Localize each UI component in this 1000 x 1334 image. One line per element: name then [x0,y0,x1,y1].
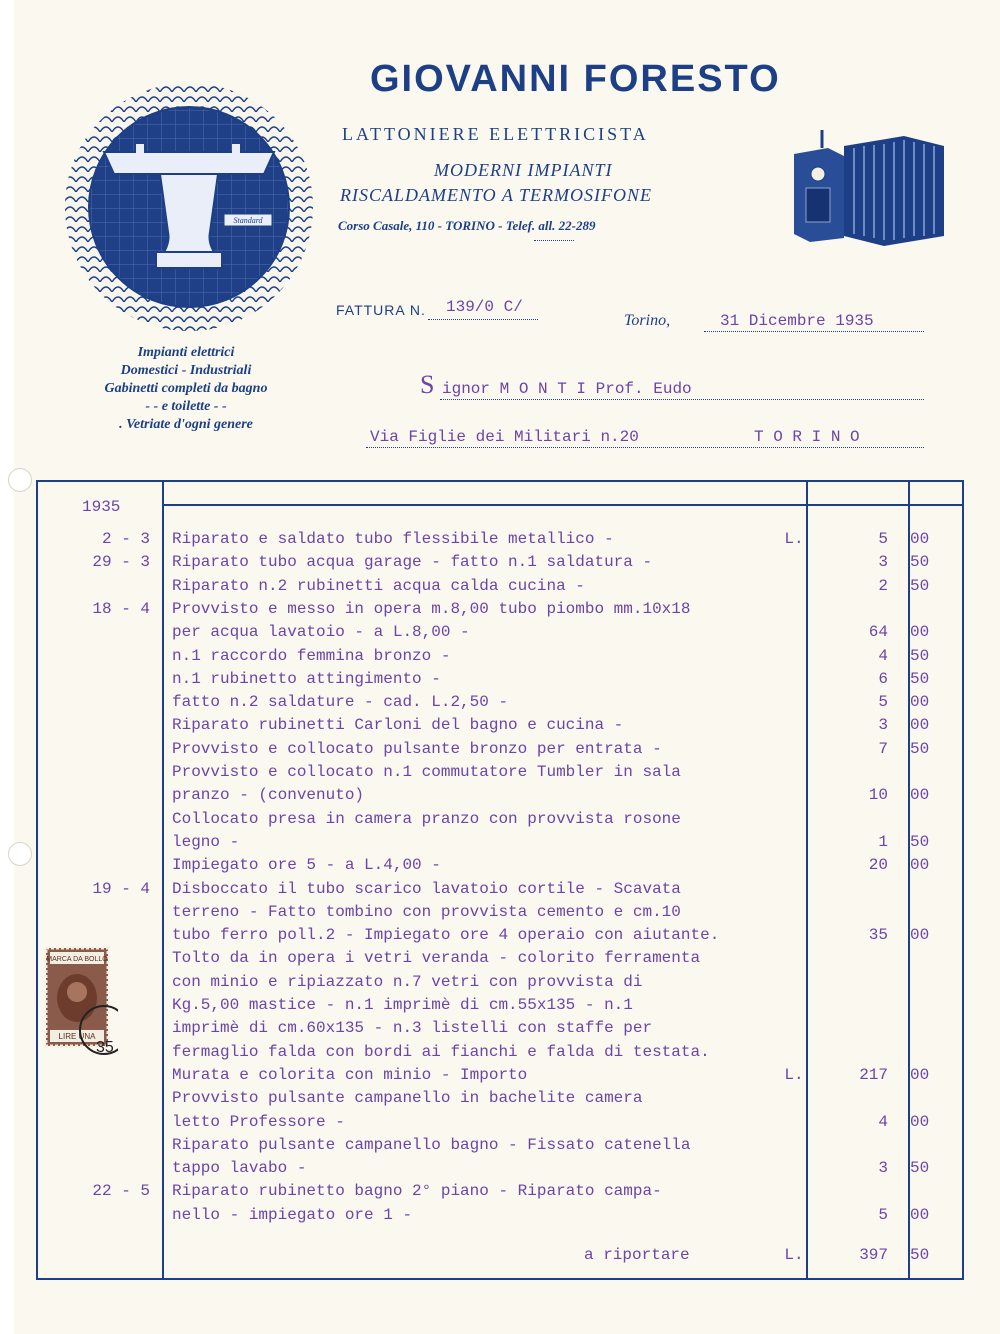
invoice-line [38,856,962,878]
line-cent: 00 [910,1205,930,1224]
invoice-number: 139/0 C/ [446,298,523,316]
header-rule [162,504,962,506]
line-description: Provvisto e collocato n.1 commutatore Tumbler in sala [172,763,681,781]
invoice-line [38,810,962,832]
invoice-line [38,973,962,995]
dotted-line [440,398,924,400]
line-description: n.1 rubinetto attingimento - [172,669,441,688]
line-cent: 00 [910,1065,930,1084]
line-description: Disboccato il tubo scarico lavatoio cortile - Scavata [172,879,681,898]
service-line: . Vetriate d'ogni genere [119,417,253,432]
line-cent: 00 [910,693,930,712]
company-name: GIOVANNI FORESTO [370,58,781,100]
line-currency: L. [784,1065,804,1084]
line-lire: 5 [878,1205,888,1224]
carry-lire: 397 [859,1246,888,1264]
line-description: per acqua lavatoio - a L.8,00 - [172,623,470,642]
line-cent: 50 [910,553,930,572]
dotted-line [366,446,924,448]
service-line: Impianti elettrici [137,345,235,360]
invoice-line [38,600,962,622]
service-line: Gabinetti completi da bagno [104,381,268,396]
line-description: imprimè di cm.60x135 - n.3 listelli con staffe per [172,1019,653,1038]
invoice-line [38,926,962,948]
line-description: Provvisto e collocato pulsante bronzo per entrata - [172,739,662,758]
company-trade: LATTONIERE ELETTRICISTA [342,124,649,144]
invoice-line [38,553,962,575]
line-cent: 50 [910,832,930,851]
line-description: Riparato e saldato tubo flessibile metallico - [172,530,614,548]
line-lire: 10 [868,786,888,805]
invoice-line [38,1206,962,1228]
logo-caption: Standard [233,216,263,225]
invoice-sheet [14,0,1000,1334]
line-description: tubo ferro poll.2 - Impiegato ore 4 operaio con aiutante. [172,926,720,945]
line-date: 22 - 5 [92,1182,150,1201]
salutation-initial: S [420,370,435,399]
invoice-line [38,833,962,855]
line-description: Riparato tubo acqua garage - fatto n.1 saldatura - [172,553,653,572]
washbasin-logo [64,82,314,332]
line-cent: 00 [910,716,930,735]
line-lire: 5 [878,693,888,712]
carry-cent: 50 [910,1246,930,1264]
line-description: pranzo - (convenuto) [172,786,365,805]
invoice-line [38,623,962,645]
company-address: Corso Casale, 110 - TORINO - Telef. all. 22-289 [338,218,596,233]
invoice-line [38,996,962,1018]
invoice-line [38,716,962,738]
line-date: 19 - 4 [92,879,150,898]
invoice-place: Torino, [624,312,671,329]
line-lire: 3 [878,1159,888,1178]
punch-hole [8,842,32,866]
line-cent: 00 [910,856,930,875]
recipient-name: ignor M O N T I Prof. Eudo [442,380,692,398]
line-cent: 50 [910,576,930,595]
line-cent: 50 [910,669,930,688]
line-description: Kg.5,00 mastice - n.1 imprimè di cm.55x135 - n.1 [172,996,633,1014]
currency: L. [784,1246,804,1264]
invoice-line [38,670,962,692]
line-lire: 2 [878,576,888,595]
line-description: terreno - Fatto tombino con provvista cemento e cm.10 [172,902,681,921]
invoice-line [38,530,962,552]
line-description: Provvisto e messo in opera m.8,00 tubo piombo mm.10x18 [172,599,691,618]
line-lire: 64 [868,623,888,642]
line-date: 29 - 3 [92,553,150,572]
line-lire: 1 [878,832,888,851]
line-date: 2 - 3 [101,530,150,548]
invoice-table [36,480,964,1280]
line-cent: 50 [910,1159,930,1178]
line-description: Riparato pulsante campanello bagno - Fissato catenella [172,1135,691,1154]
punch-hole [8,468,32,492]
line-description: n.1 raccordo femmina bronzo - [172,646,451,665]
service-line: - - e toilette - - [145,399,227,414]
line-description: Tolto da in opera i vetri veranda - colorito ferramenta [172,949,701,968]
line-lire: 7 [878,739,888,758]
line-description: Impiegato ore 5 - a L.4,00 - [172,856,441,875]
line-description: nello - impiegato ore 1 - [172,1205,413,1224]
boiler-radiator-illustration [784,126,954,246]
recipient-address: Via Figlie dei Militari n.20 [370,428,639,446]
invoice-line [38,693,962,715]
line-date: 18 - 4 [92,599,150,618]
dotted-line [704,330,924,332]
line-cent: 00 [910,786,930,805]
dotted-line [428,318,538,320]
line-description: Riparato n.2 rubinetti acqua calda cucina - [172,576,585,595]
invoice-line [38,740,962,762]
line-lire: 4 [878,646,888,665]
line-description: Murata e colorita con minio - Importo [172,1065,528,1084]
invoice-line [38,1019,962,1041]
line-description: Collocato presa in camera pranzo con provvista rosone [172,809,681,828]
line-lire: 5 [878,530,888,548]
invoice-number-label: FATTURA N. [336,302,426,318]
line-cent: 00 [910,623,930,642]
recipient-city: T O R I N O [754,428,860,446]
invoice-line [38,763,962,785]
line-lire: 6 [878,669,888,688]
line-lire: 35 [868,926,888,945]
invoice-date: 31 Dicembre 1935 [720,312,874,330]
line-cent: 50 [910,646,930,665]
invoice-line [38,1113,962,1135]
service-line: Domestici - Industriali [120,363,252,378]
invoice-line [38,647,962,669]
tagline-1: MODERNI IMPIANTI [434,160,613,180]
line-currency: L. [784,530,804,548]
invoice-line [38,1089,962,1111]
carry-forward-row [38,1246,962,1268]
line-description: con minio e ripiazzato n.7 vetri con provvista di [172,972,643,991]
line-lire: 3 [878,716,888,735]
revenue-stamp [44,946,118,1058]
invoice-line [38,949,962,971]
stamp-cancellation: 35 [96,1039,114,1056]
invoice-line [38,903,962,925]
line-lire: 4 [878,1112,888,1131]
invoice-line [38,1066,962,1088]
carry-forward-label: a riportare [584,1246,690,1264]
invoice-line [38,1182,962,1204]
line-cent: 00 [910,926,930,945]
line-description: letto Professore - [172,1112,345,1131]
invoice-line [38,1136,962,1158]
invoice-line [38,880,962,902]
line-lire: 217 [859,1065,888,1084]
line-cent: 00 [910,1112,930,1131]
line-description: Provvisto pulsante campanello in bachelite camera [172,1089,643,1108]
line-cent: 50 [910,739,930,758]
year-label: 1935 [82,498,121,516]
tagline-2: RISCALDAMENTO A TERMOSIFONE [340,185,653,205]
invoice-line [38,1043,962,1065]
stamp-bottom: LIRE UNA [58,1032,96,1041]
line-description: legno - [172,832,240,851]
invoice-line [38,577,962,599]
line-lire: 3 [878,553,888,572]
divider [534,240,574,241]
line-description: fatto n.2 saldature - cad. L.2,50 - [172,693,509,712]
line-lire: 20 [868,856,888,875]
line-cent: 00 [910,530,930,548]
stamp-top: MARCA DA BOLLO [46,956,108,963]
line-description: Riparato rubinetti Carloni del bagno e cucina - [172,716,624,735]
services-list [46,344,326,434]
invoice-line [38,786,962,808]
invoice-line [38,1159,962,1181]
line-description: fermaglio falda con bordi ai fianchi e falda di testata. [172,1042,710,1061]
line-description: tappo lavabo - [172,1159,307,1178]
line-description: Riparato rubinetto bagno 2° piano - Riparato campa- [172,1182,662,1201]
